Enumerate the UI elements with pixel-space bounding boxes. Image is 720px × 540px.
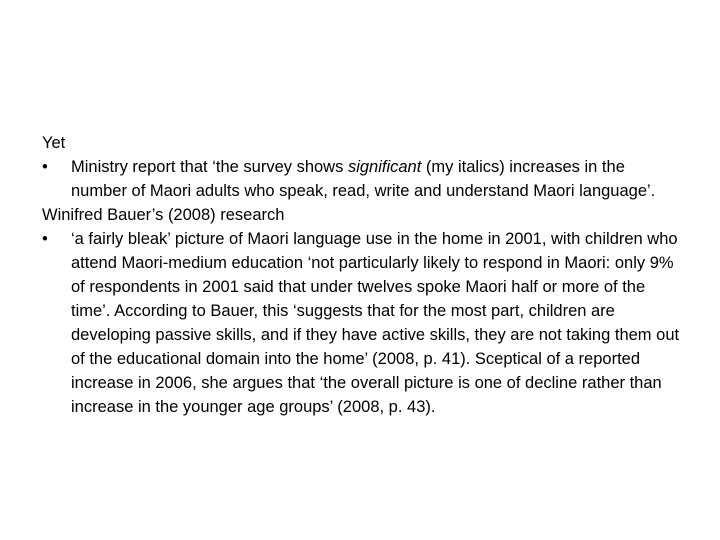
- bullet-icon: •: [42, 158, 48, 176]
- intro-text: Yet: [42, 134, 66, 152]
- bullet1-text-start: Ministry report that ‘the survey shows: [71, 158, 348, 176]
- research-heading: Winifred Bauer’s (2008) research: [42, 206, 285, 224]
- bullet-bauer-research: [42, 227, 682, 419]
- bullet1-text-end: (my italics) increases in the number of Maori adults who speak, read, write and understand Maori language’.: [71, 158, 656, 200]
- bullet2-text: ‘a fairly bleak’ picture of Maori language use in the home in 2001, with children who attend Maori-medium education ‘not particularly likely to respond in Maori: only 9% of respondents in 2001 said that under twelves spoke Maori half or more of the time’. According to Bauer, this ‘suggests that for the most part, children are developing passive skills, and if they have active skills, they are not taking them out of the educational domain into the home’ (2008, p. 41). Sceptical of a reported increase in 2006, she argues that ‘the overall picture is one of decline rather than increase in the younger age groups’ (2008, p. 43).: [71, 230, 680, 416]
- bullet1-italic-term: significant: [347, 158, 422, 176]
- slide-body: [42, 131, 682, 419]
- bullet-icon: •: [42, 230, 48, 248]
- bullet-ministry-report: [42, 155, 682, 203]
